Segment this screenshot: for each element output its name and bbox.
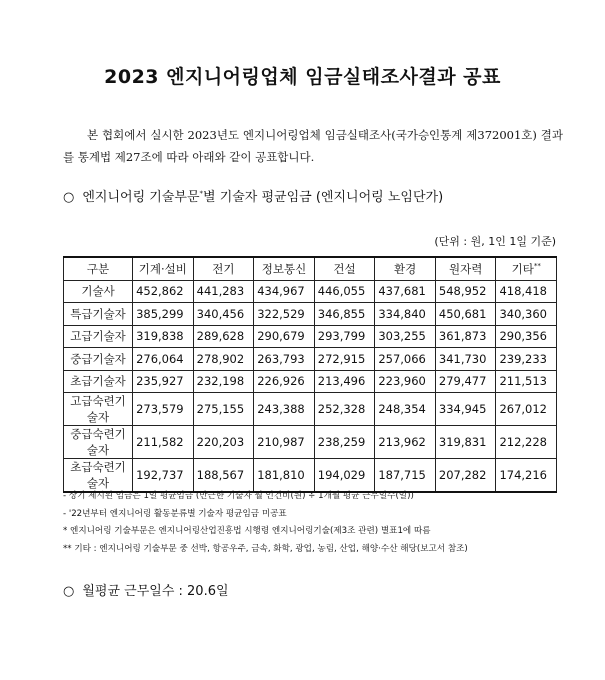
column-header: 정보통신 [254,257,315,280]
wage-cell: 194,029 [314,459,375,493]
column-header-other [496,257,557,280]
table-row [64,280,557,303]
section-bullet: ○ [63,190,75,205]
wage-cell: 361,873 [435,325,496,348]
wage-cell: 303,255 [375,325,436,348]
column-header-label: 기타 [511,261,534,276]
wage-cell: 452,862 [133,280,194,303]
wage-cell: 340,456 [193,303,254,326]
wage-cell: 243,388 [254,393,315,426]
table-row [64,393,557,426]
wage-cell: 187,715 [375,459,436,493]
wage-cell: 276,064 [133,348,194,371]
table-corner-header: 구분 [64,257,133,280]
row-label: 고급기술자 [64,325,133,348]
wage-cell: 238,259 [314,426,375,459]
wage-cell: 346,855 [314,303,375,326]
wage-cell: 446,055 [314,280,375,303]
wage-cell: 437,681 [375,280,436,303]
wage-cell: 207,282 [435,459,496,493]
footnote-item: * 엔지니어링 기술부문은 엔지니어링산업진흥법 시행령 엔지니어링기술(제3조 관련) 별표1에 따름 [63,526,431,536]
wage-cell: 275,155 [193,393,254,426]
table-row [64,426,557,459]
column-header: 환경 [375,257,436,280]
table-body [64,280,557,492]
wage-cell: 257,066 [375,348,436,371]
wage-cell: 226,926 [254,370,315,393]
wage-cell: 192,737 [133,459,194,493]
intro-paragraph: 본 협회에서 실시한 2023년도 엔지니어링업체 임금실태조사(국가승인통계 제372001호) 결과를 통계법 제27조에 따라 아래와 같이 공표합니다. [63,128,563,164]
wage-cell: 334,945 [435,393,496,426]
column-header: 전기 [193,257,254,280]
column-header: 건설 [314,257,375,280]
wage-cell: 235,927 [133,370,194,393]
row-label: 기술사 [64,280,133,303]
wage-cell: 290,356 [496,325,557,348]
wage-cell: 334,840 [375,303,436,326]
wage-cell: 319,831 [435,426,496,459]
page-title: 2023 엔지니어링업체 임금실태조사결과 공표 [104,66,501,88]
row-label: 중급기술자 [64,348,133,371]
wage-cell: 322,529 [254,303,315,326]
wage-cell: 289,628 [193,325,254,348]
section-heading [63,186,443,205]
wage-cell: 319,838 [133,325,194,348]
row-label: 특급기술자 [64,303,133,326]
row-label: 초급숙련기술자 [64,459,133,493]
section-heading-mark: * [199,189,203,198]
table-row [64,370,557,393]
section-heading-text: 엔지니어링 기술부문 [82,190,200,205]
footnote-item: - '22년부터 엔지니어링 활동분류별 기술자 평균임금 미공표 [63,508,287,519]
column-header: 원자력 [435,257,496,280]
wage-cell: 211,513 [496,370,557,393]
wage-cell: 278,902 [193,348,254,371]
wage-cell: 232,198 [193,370,254,393]
wage-cell: 548,952 [435,280,496,303]
row-label: 중급숙련기술자 [64,426,133,459]
wage-cell: 220,203 [193,426,254,459]
wage-cell: 263,793 [254,348,315,371]
monthly-workdays [63,580,229,599]
footnote-item: - 상기 제시된 임금은 1일 평균임금 (만근한 기술자 월 인건비(원) ÷ 1개월 평균 근무일수(일)) [63,491,414,501]
wage-cell: 174,216 [496,459,557,493]
wage-cell: 181,810 [254,459,315,493]
wage-cell: 239,233 [496,348,557,371]
wage-cell: 267,012 [496,393,557,426]
wage-cell: 272,915 [314,348,375,371]
table-row [64,348,557,371]
wage-cell: 385,299 [133,303,194,326]
wage-cell: 290,679 [254,325,315,348]
wage-cell: 248,354 [375,393,436,426]
section-heading-text-2: 별 기술자 평균임금 (엔지니어링 노임단가) [203,190,444,205]
wage-cell: 273,579 [133,393,194,426]
wage-cell: 212,228 [496,426,557,459]
wage-cell: 434,967 [254,280,315,303]
column-header: 기계·설비 [133,257,194,280]
row-label: 고급숙련기술자 [64,393,133,426]
wage-cell: 341,730 [435,348,496,371]
table-header-row [64,257,557,280]
wage-cell: 441,283 [193,280,254,303]
wage-cell: 223,960 [375,370,436,393]
wage-cell: 213,962 [375,426,436,459]
wage-cell: 340,360 [496,303,557,326]
unit-note: (단위 : 원, 1인 1일 기준) [434,235,556,248]
wage-cell: 252,328 [314,393,375,426]
column-header-mark: ** [533,261,541,270]
avg-bullet: ○ [63,584,75,599]
avg-text: 월평균 근무일수 : 20.6일 [82,584,229,599]
wage-cell: 293,799 [314,325,375,348]
footnote-item: ** 기타 : 엔지니어링 기술부문 중 선박, 항공우주, 금속, 화학, 광업, 농림, 산업, 해양·수산 해당(보고서 참조) [63,543,468,554]
table-row [64,459,557,493]
row-label: 초급기술자 [64,370,133,393]
wage-cell: 213,496 [314,370,375,393]
wage-cell: 210,987 [254,426,315,459]
wage-cell: 418,418 [496,280,557,303]
table-row [64,325,557,348]
wage-cell: 188,567 [193,459,254,493]
wage-table [63,256,557,493]
wage-cell: 450,681 [435,303,496,326]
wage-cell: 211,582 [133,426,194,459]
wage-cell: 279,477 [435,370,496,393]
footnotes [63,488,563,558]
table-row [64,303,557,326]
